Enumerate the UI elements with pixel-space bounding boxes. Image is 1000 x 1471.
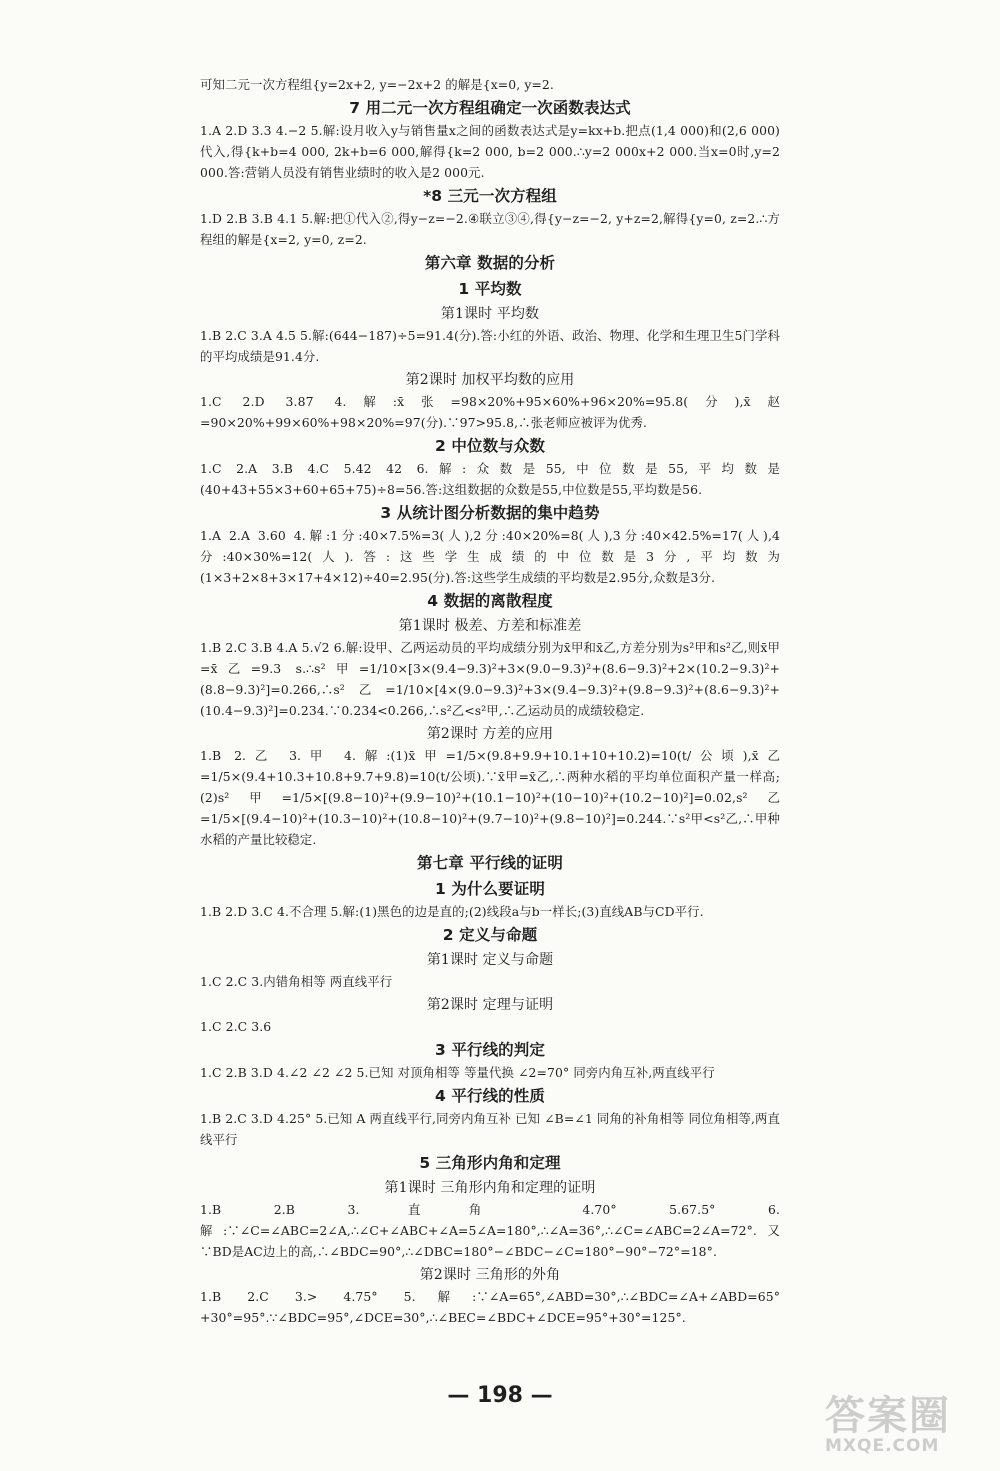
answer-text: 1.B 2.C 3.A 4.5 5.解:(644−187)÷5=91.4(分).答:小红的外语、政治、物理、化学和生理卫生5门学科的平均成绩是91.4分. — [200, 328, 780, 364]
answer-text: 1.C 2.B 3.D 4.∠2 ∠2 ∠2 5.已知 对顶角相等 等量代换 ∠2=70° 同旁内角互补,两直线平行 — [200, 1065, 715, 1080]
lesson-heading: 第1课时 极差、方差和标准差 — [398, 618, 582, 634]
lesson-heading: 第2课时 定理与证明 — [426, 997, 554, 1013]
watermark-logo — [825, 1395, 990, 1465]
lesson-heading: 第2课时 加权平均数的应用 — [405, 372, 575, 388]
answer-text: 可知二元一次方程组{y=2x+2, y=−2x+2 的解是{x=0, y=2. — [200, 77, 554, 92]
chapter-heading: 第七章 平行线的证明 — [417, 854, 563, 872]
answer-text: 1.B 2.C 3.> 4.75° 5.解:∵∠A=65°,∠ABD=30°,∴∠BDC=∠A+∠ABD=65°+30°=95°.∵∠BDC=95°,∠DCE=30°,∴∠BEC=∠BDC+∠DCE=95°+30°=125°. — [200, 1289, 780, 1325]
watermark-logo-text: 答案圈 — [825, 1393, 951, 1439]
lesson-heading: 第1课时 定义与命题 — [426, 952, 554, 968]
section-heading: 2 中位数与众数 — [435, 437, 545, 455]
answer-text: 1.A 2.A 3.60 4.解:1分:40×7.5%=3(人),2分:40×20%=8(人),3分:40×42.5%=17(人),4分:40×30%=12(人).答:这些学生成绩的中位数是3分,平均数为(1×3+2×8+3×17+4×12)÷40=2.95(分).答:这些学生成绩的平均数是2.95分,众数是3分. — [200, 528, 780, 585]
answer-page — [200, 74, 780, 1328]
answer-text: 1.B 2.B 3.直角 4.70° 5.67.5° 6.解:∵∠C=∠ABC=2∠A,∴∠C+∠ABC+∠A=5∠A=180°,∴∠A=36°,∴∠C=∠ABC=2∠A=72°.又∵BD是AC边上的高,∴∠BDC=90°,∴∠DBC=180°−∠BDC−∠C=180°−90°−72°=18°. — [200, 1202, 780, 1259]
section-heading: *8 三元一次方程组 — [423, 187, 557, 205]
section-heading: 3 平行线的判定 — [435, 1041, 545, 1059]
answer-text: 1.B 2.乙 3.甲 4.解:(1)x̄甲=1/5×(9.8+9.9+10.1+10+10.2)=10(t/公顷),x̄乙=1/5×(9.4+10.3+10.8+9.7+9.8)=10(t/公顷).∵x̄甲=x̄乙,∴两种水稻的平均单位面积产量一样高;(2)s²甲=1/5×[(9.8−10)²+(9.9−10)²+(10.1−10)²+(10−10)²+(10.2−10)²]=0.02,s²乙=1/5×[(9.4−10)²+(10.3−10)²+(10.8−10)²+(9.7−10)²+(9.8−10)²]=0.244.∵s²甲<s²乙,∴甲种水稻的产量比较稳定. — [200, 748, 780, 847]
lesson-heading: 第1课时 平均数 — [440, 306, 540, 322]
section-heading: 5 三角形内角和定理 — [419, 1154, 561, 1172]
section-heading: 1 为什么要证明 — [435, 880, 545, 898]
answer-text: 1.C 2.C 3.6 — [200, 1019, 272, 1034]
answer-text: 1.B 2.C 3.D 4.25° 5.已知 A 两直线平行,同旁内角互补 已知 ∠B=∠1 同角的补角相等 同位角相等,两直线平行 — [200, 1111, 780, 1147]
section-heading: 2 定义与命题 — [442, 926, 538, 944]
answer-text: 1.D 2.B 3.B 4.1 5.解:把①代入②,得y−z=−2.④联立③④,得{y−z=−2, y+z=2,解得{y=0, z=2.∴方程组的解是{x=2, y=0, z=2. — [200, 211, 780, 247]
chapter-heading: 第六章 数据的分析 — [424, 254, 556, 272]
page-number: — 198 — — [447, 1383, 553, 1408]
lesson-heading: 第2课时 三角形的外角 — [419, 1267, 561, 1283]
answer-text: 1.C 2.C 3.内错角相等 两直线平行 — [200, 974, 393, 989]
section-heading: 4 数据的离散程度 — [427, 592, 553, 610]
answer-text: 1.C 2.A 3.B 4.C 5.42 42 6.解:众数是55,中位数是55,平均数是(40+43+55×3+60+65+75)÷8=56.答:这组数据的众数是55,中位数是55,平均数是56. — [200, 461, 780, 497]
lesson-heading: 第2课时 方差的应用 — [426, 726, 554, 742]
section-heading: 7 用二元一次方程组确定一次函数表达式 — [349, 99, 631, 117]
lesson-heading: 第1课时 三角形内角和定理的证明 — [384, 1180, 596, 1196]
answer-text: 1.C 2.D 3.87 4.解:x̄张=98×20%+95×60%+96×20%=95.8(分),x̄赵=90×20%+99×60%+98×20%=97(分).∵97>95.8,∴张老师应被评为优秀. — [200, 394, 780, 430]
section-heading: 3 从统计图分析数据的集中趋势 — [380, 504, 600, 522]
answer-text: 1.A 2.D 3.3 4.−2 5.解:设月收入y与销售量x之间的函数表达式是y=kx+b.把点(1,4 000)和(2,6 000)代入,得{k+b=4 000, 2k+b=6 000,解得{k=2 000, b=2 000.∴y=2 000x+2 000.当x=0时,y=2 000.答:营销人员没有销售业绩时的收入是2 000元. — [200, 123, 780, 180]
section-heading: 4 平行线的性质 — [435, 1087, 545, 1105]
answer-text: 1.B 2.C 3.B 4.A 5.√2 6.解:设甲、乙两运动员的平均成绩分别为x̄甲和x̄乙,方差分别为s²甲和s²乙,则x̄甲=x̄乙=9.3 s.∴s²甲=1/10×[3×(9.4−9.3)²+3×(9.0−9.3)²+(8.6−9.3)²+2×(10.2−9.3)²+(8.8−9.3)²]=0.266,∴s²乙=1/10×[4×(9.0−9.3)²+3×(9.4−9.3)²+(9.8−9.3)²+(8.6−9.3)²+(10.4−9.3)²]=0.234.∵0.234<0.266,∴s²乙<s²甲,∴乙运动员的成绩较稳定. — [200, 640, 780, 718]
watermark-site: MXQE.COM — [825, 1436, 940, 1456]
answer-text: 1.B 2.D 3.C 4.不合理 5.解:(1)黑色的边是直的;(2)线段a与b一样长;(3)直线AB与CD平行. — [200, 904, 704, 919]
section-heading: 1 平均数 — [458, 280, 522, 298]
